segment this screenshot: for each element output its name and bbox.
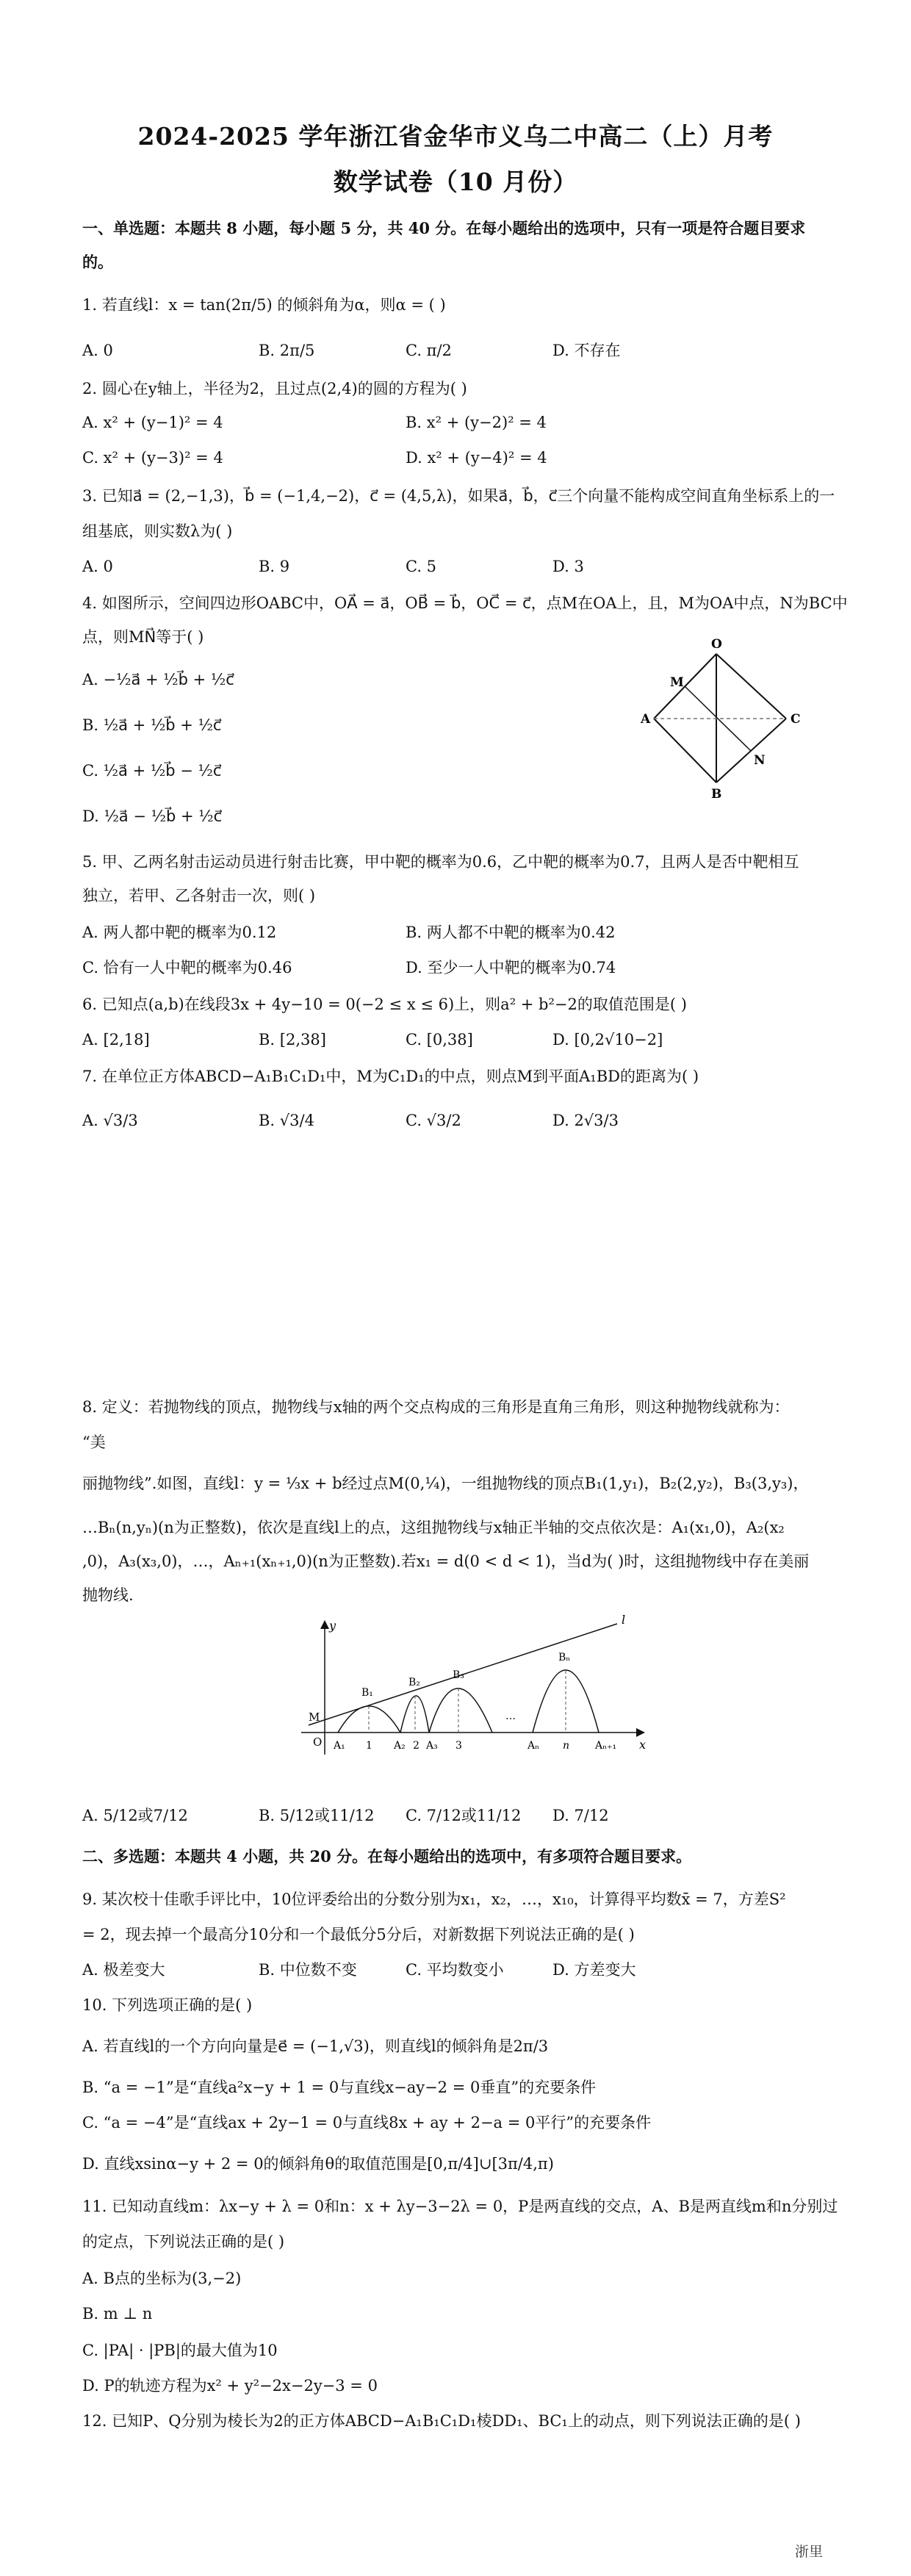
q11-stem-cont: 的定点，下列说法正确的是( ) — [82, 2233, 285, 2251]
q8-stem-cont5: 抛物线. — [82, 1586, 134, 1604]
exam-subtitle: 数学试卷（10 月份） — [333, 168, 578, 196]
q4-stem: 4. 如图所示，空间四边形OABC中，OA⃗ = a⃗，OB⃗ = b⃗，OC⃗ = c⃗，点M在OA上，且，M为OA中点，N为BC中 — [82, 594, 848, 612]
q4-option-a: A. −½a⃗ + ½b⃗ + ½c⃗ — [82, 671, 234, 688]
q5-option-d: D. 至少一人中靶的概率为0.74 — [406, 959, 616, 976]
fig-label-b3: B₃ — [453, 1669, 464, 1681]
q8-stem-cont4: ,0)，A₃(x₃,0)，…，Aₙ₊₁(xₙ₊₁,0)(n为正整数).若x₁ = d(0 < d < 1)，当d为( )时，这组抛物线中存在美丽 — [82, 1553, 810, 1570]
fig-label-x: x — [639, 1738, 647, 1752]
label-a: A — [641, 712, 651, 727]
q5-stem-cont: 独立，若甲、乙各射击一次，则( ) — [82, 887, 316, 904]
q2-option-b: B. x² + (y−2)² = 4 — [406, 414, 547, 431]
fig-label-n: n — [563, 1740, 570, 1752]
q4-stem-cont: 点，则MN⃗等于( ) — [82, 628, 204, 646]
tetrahedron-figure — [632, 632, 823, 808]
q8-stem-cont2: 丽抛物线”.如图，直线l：y = ⅓x + b经过点M(0,¼)，一组抛物线的顶点B₁(1,y₁)，B₂(2,y₂)，B₃(3,y₃)， — [82, 1475, 809, 1492]
q2-option-d: D. x² + (y−4)² = 4 — [406, 449, 547, 467]
edge-bc — [716, 719, 786, 782]
q5-option-c: C. 恰有一人中靶的概率为0.46 — [82, 959, 292, 976]
exam-title: 2024-2025 学年浙江省金华市义乌二中高二（上）月考 — [137, 122, 774, 151]
parabola-figure — [272, 1615, 654, 1762]
fig-label-one: 1 — [366, 1740, 372, 1752]
q8-stem: 8. 定义：若抛物线的顶点，抛物线与x轴的两个交点构成的三角形是直角三角形，则这种抛物线就称为： — [82, 1398, 790, 1416]
label-n: N — [754, 753, 766, 768]
fig-label-m: M — [309, 1710, 320, 1724]
q6-option-d: D. [0,2√10−2] — [552, 1031, 663, 1048]
q6-stem: 6. 已知点(a,b)在线段3x + 4y−10 = 0(−2 ≤ x ≤ 6)上，则a² + b²−2的取值范围是( ) — [82, 996, 687, 1013]
q1-option-a: A. 0 — [82, 342, 113, 359]
q10-stem: 10. 下列选项正确的是( ) — [82, 1996, 253, 2014]
fig-label-o: O — [313, 1735, 323, 1749]
q4-option-b: B. ½a⃗ + ½b⃗ + ½c⃗ — [82, 716, 222, 734]
q8-option-b: B. 5/12或11/12 — [259, 1807, 375, 1824]
q3-stem: 3. 已知a⃗ = (2,−1,3)，b⃗ = (−1,4,−2)，c⃗ = (4,5,λ)，如果a⃗，b⃗，c⃗三个向量不能构成空间直角坐标系上的一 — [82, 487, 835, 505]
fig-label-bn: Bₙ — [558, 1652, 571, 1663]
q4-option-d: D. ½a⃗ − ½b⃗ + ½c⃗ — [82, 807, 223, 825]
section2-heading: 二、多选题：本题共 4 小题，共 20 分。在每小题给出的选项中，有多项符合题目要求。 — [82, 1847, 692, 1866]
q7-option-b: B. √3/4 — [259, 1112, 314, 1129]
q11-stem: 11. 已知动直线m：λx−y + λ = 0和n：x + λy−3−2λ = 0，P是两直线的交点，A、B是两直线m和n分别过 — [82, 2198, 838, 2215]
edge-oc — [716, 654, 786, 719]
q8-stem-cont1: “美 — [82, 1433, 106, 1451]
q2-stem: 2. 圆心在y轴上，半径为2，且过点(2,4)的圆的方程为( ) — [82, 380, 467, 397]
q11-option-a: A. B点的坐标为(3,−2) — [82, 2270, 242, 2287]
fig-label-a3: A₃ — [426, 1740, 438, 1752]
fig-label-a2: A₂ — [394, 1740, 406, 1752]
label-b: B — [711, 787, 722, 802]
q1-option-c: C. π/2 — [406, 342, 452, 359]
page-footer: 浙里 — [795, 2544, 824, 2560]
q2-option-a: A. x² + (y−1)² = 4 — [82, 414, 223, 431]
label-m: M — [670, 675, 684, 690]
q10-option-a: A. 若直线l的一个方向向量是e⃗ = (−1,√3)，则直线l的倾斜角是2π/3 — [82, 2037, 549, 2055]
q5-option-b: B. 两人都不中靶的概率为0.42 — [406, 924, 616, 941]
fig-label-b1: B₁ — [361, 1687, 373, 1699]
q9-option-c: C. 平均数变小 — [406, 1961, 504, 1979]
fig-label-dots: … — [505, 1710, 516, 1722]
fig-label-an: Aₙ — [527, 1740, 540, 1752]
q6-option-a: A. [2,18] — [82, 1031, 150, 1048]
fig-label-an1: Aₙ₊₁ — [595, 1740, 617, 1752]
q9-option-a: A. 极差变大 — [82, 1961, 165, 1979]
q9-stem-cont: = 2，现去掉一个最高分10分和一个最低分5分后，对新数据下列说法正确的是( ) — [82, 1926, 635, 1943]
q11-option-d: D. P的轨迹方程为x² + y²−2x−2y−3 = 0 — [82, 2377, 378, 2395]
q4-option-c: C. ½a⃗ + ½b⃗ − ½c⃗ — [82, 762, 222, 780]
q9-option-d: D. 方差变大 — [552, 1961, 636, 1979]
q8-option-a: A. 5/12或7/12 — [82, 1807, 188, 1824]
q3-option-b: B. 9 — [259, 558, 290, 575]
q1-stem: 1. 若直线l：x = tan(2π/5) 的倾斜角为α，则α = ( ) — [82, 296, 446, 314]
fig-label-two: 2 — [413, 1740, 420, 1752]
fig-label-l: l — [622, 1615, 626, 1627]
q3-option-c: C. 5 — [406, 558, 437, 575]
q10-option-d: D. 直线xsinα−y + 2 = 0的倾斜角θ的取值范围是[0,π/4]∪[3π/4,π) — [82, 2155, 554, 2173]
section1-heading-cont: 的。 — [82, 253, 113, 271]
q3-stem-cont: 组基底，则实数λ为( ) — [82, 522, 233, 540]
q3-option-a: A. 0 — [82, 558, 113, 575]
q2-option-c: C. x² + (y−3)² = 4 — [82, 449, 223, 467]
q10-option-b: B. “a = −1”是“直线a²x−y + 1 = 0与直线x−ay−2 = 0垂直”的充要条件 — [82, 2079, 597, 2096]
edge-ab — [654, 719, 716, 782]
parabola-3 — [429, 1688, 492, 1733]
section1-heading: 一、单选题：本题共 8 小题，每小题 5 分，共 40 分。在每小题给出的选项中，只有一项是符合题目要求 — [82, 219, 806, 237]
q6-option-c: C. [0,38] — [406, 1031, 473, 1048]
q8-option-c: C. 7/12或11/12 — [406, 1807, 522, 1824]
q11-option-c: C. |PA| · |PB|的最大值为10 — [82, 2342, 278, 2359]
q5-stem: 5. 甲、乙两名射击运动员进行射击比赛，甲中靶的概率为0.6，乙中靶的概率为0.7，且两人是否中靶相互 — [82, 853, 799, 871]
q5-option-a: A. 两人都中靶的概率为0.12 — [82, 924, 277, 941]
fig-label-b2: B₂ — [408, 1677, 420, 1688]
label-o: O — [711, 637, 722, 652]
q1-option-b: B. 2π/5 — [259, 342, 315, 359]
q7-option-a: A. √3/3 — [82, 1112, 138, 1129]
q3-option-d: D. 3 — [552, 558, 584, 575]
q8-stem-cont3: …Bₙ(n,yₙ)(n为正整数)，依次是直线l上的点，这组抛物线与x轴正半轴的交点依次是：A₁(x₁,0)，A₂(x₂ — [82, 1519, 785, 1536]
fig-label-three: 3 — [455, 1740, 462, 1752]
q11-option-b: B. m ⊥ n — [82, 2305, 153, 2323]
q9-option-b: B. 中位数不变 — [259, 1961, 357, 1979]
q7-stem: 7. 在单位正方体ABCD−A₁B₁C₁D₁中，M为C₁D₁的中点，则点M到平面A₁BD的距离为( ) — [82, 1068, 699, 1085]
fig-label-a1: A₁ — [334, 1740, 345, 1752]
q9-stem: 9. 某次校十佳歌手评比中，10位评委给出的分数分别为x₁，x₂，…，x₁₀，计算得平均数x̄ = 7，方差S² — [82, 1890, 786, 1908]
q8-option-d: D. 7/12 — [552, 1807, 609, 1824]
q10-option-c: C. “a = −4”是“直线ax + 2y−1 = 0与直线8x + ay + 2−a = 0平行”的充要条件 — [82, 2114, 652, 2131]
label-c: C — [791, 712, 801, 727]
q1-option-d: D. 不存在 — [552, 342, 621, 359]
q6-option-b: B. [2,38] — [259, 1031, 326, 1048]
fig-label-y: y — [329, 1619, 336, 1633]
q7-option-d: D. 2√3/3 — [552, 1112, 619, 1129]
q12-stem: 12. 已知P、Q分别为棱长为2的正方体ABCD−A₁B₁C₁D₁棱DD₁、BC₁上的动点，则下列说法正确的是( ) — [82, 2412, 801, 2430]
q7-option-c: C. √3/2 — [406, 1112, 461, 1129]
